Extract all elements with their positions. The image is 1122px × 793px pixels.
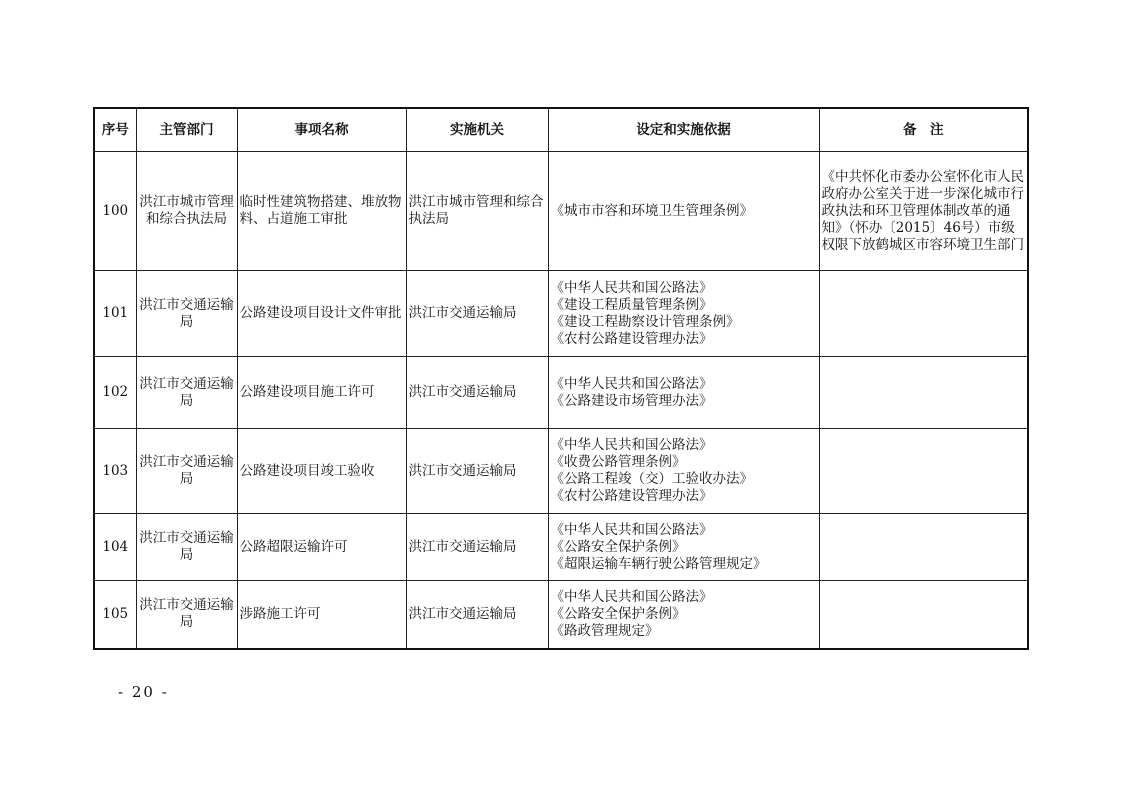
table-row [94, 271, 1028, 357]
cell-agency: 洪江市交通运输局 [406, 514, 548, 581]
basis-line: 《中华人民共和国公路法》 [550, 375, 713, 392]
cell-dept: 洪江市交通运输局 [136, 357, 237, 429]
header-dept: 主管部门 [136, 108, 237, 152]
cell-item-name: 公路超限运输许可 [237, 514, 406, 581]
basis-line: 《公路安全保护条例》 [550, 538, 686, 555]
basis-line: 《建设工程勘察设计管理条例》 [550, 313, 740, 330]
basis-line: 《农村公路建设管理办法》 [550, 488, 713, 504]
table-header-row [94, 108, 1028, 152]
cell-notes [819, 581, 1028, 649]
table-row [94, 581, 1028, 649]
header-name: 事项名称 [237, 108, 406, 152]
table-row [94, 152, 1028, 271]
cell-basis [548, 429, 819, 514]
cell-item-name: 涉路施工许可 [237, 581, 406, 649]
basis-line: 《农村公路建设管理办法》 [550, 330, 713, 347]
basis-line: 《建设工程质量管理条例》 [550, 296, 713, 313]
cell-dept: 洪江市交通运输局 [136, 271, 237, 357]
cell-seq: 100 [94, 152, 136, 271]
cell-dept: 洪江市交通运输局 [136, 581, 237, 649]
cell-seq: 103 [94, 429, 136, 514]
cell-notes: 《中共怀化市委办公室怀化市人民政府办公室关于进一步深化城市行政执法和环卫管理体制改革的通知》（怀办〔2015〕46号）市级权限下放鹤城区市容环境卫生部门 [819, 152, 1028, 271]
basis-line: 《公路安全保护条例》 [550, 605, 686, 622]
cell-agency: 洪江市交通运输局 [406, 581, 548, 649]
header-basis: 设定和实施依据 [548, 108, 819, 152]
table-row [94, 429, 1028, 514]
cell-notes [819, 357, 1028, 429]
approval-items-table [93, 107, 1029, 650]
cell-seq: 102 [94, 357, 136, 429]
cell-agency: 洪江市交通运输局 [406, 429, 548, 514]
basis-line: 《公路建设市场管理办法》 [550, 392, 713, 409]
cell-basis [548, 271, 819, 357]
cell-seq: 105 [94, 581, 136, 649]
cell-notes [819, 429, 1028, 514]
cell-dept: 洪江市交通运输局 [136, 429, 237, 514]
header-seq: 序号 [94, 108, 136, 152]
cell-basis [548, 152, 819, 271]
page-number: - 20 - [118, 683, 169, 701]
cell-item-name: 公路建设项目设计文件审批 [237, 271, 406, 357]
basis-line: 《收费公路管理条例》 [550, 454, 686, 470]
cell-basis [548, 514, 819, 581]
header-notes: 备 注 [819, 108, 1028, 152]
basis-line: 《中华人民共和国公路法》 [550, 279, 713, 296]
header-agency: 实施机关 [406, 108, 548, 152]
cell-item-name: 公路建设项目竣工验收 [237, 429, 406, 514]
cell-agency: 洪江市交通运输局 [406, 271, 548, 357]
cell-dept: 洪江市交通运输局 [136, 514, 237, 581]
cell-agency: 洪江市城市管理和综合执法局 [406, 152, 548, 271]
table-body [94, 152, 1028, 649]
table-row [94, 514, 1028, 581]
basis-line: 《公路工程竣（交）工验收办法》 [550, 471, 753, 487]
cell-item-name: 公路建设项目施工许可 [237, 357, 406, 429]
cell-agency: 洪江市交通运输局 [406, 357, 548, 429]
cell-seq: 101 [94, 271, 136, 357]
table-row [94, 357, 1028, 429]
cell-notes [819, 271, 1028, 357]
basis-line: 《路政管理规定》 [550, 622, 659, 639]
cell-dept: 洪江市城市管理和综合执法局 [136, 152, 237, 271]
basis-line: 《中华人民共和国公路法》 [550, 521, 713, 538]
cell-basis [548, 357, 819, 429]
cell-item-name: 临时性建筑物搭建、堆放物料、占道施工审批 [237, 152, 406, 271]
basis-line: 《城市市容和环境卫生管理条例》 [550, 202, 753, 219]
basis-line: 《中华人民共和国公路法》 [550, 588, 713, 605]
basis-line: 《超限运输车辆行驶公路管理规定》 [550, 555, 767, 572]
cell-notes [819, 514, 1028, 581]
basis-line: 《中华人民共和国公路法》 [550, 437, 713, 453]
cell-seq: 104 [94, 514, 136, 581]
cell-basis [548, 581, 819, 649]
